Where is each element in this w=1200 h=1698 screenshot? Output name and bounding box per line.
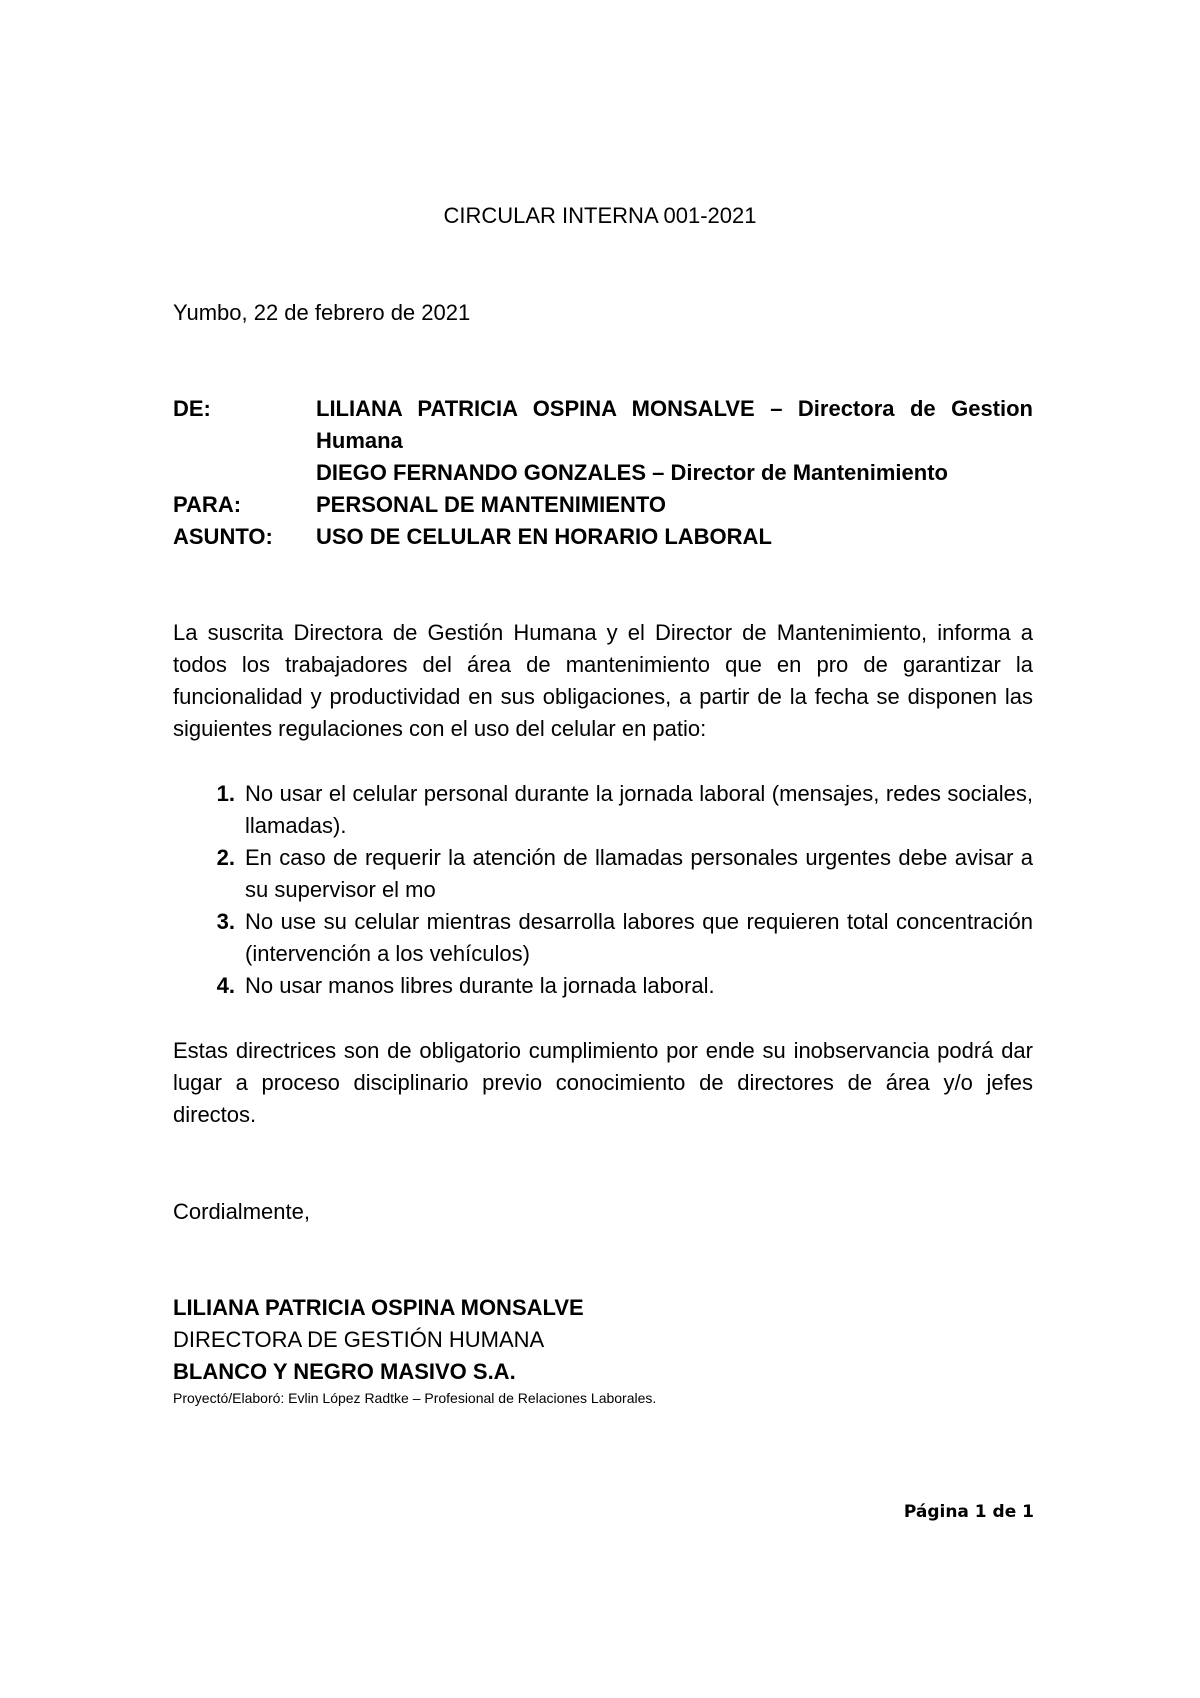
list-item-number: 2.: [216, 845, 235, 870]
from-value-1: LILIANA PATRICIA OSPINA MONSALVE – Directora de Gestion Humana: [316, 396, 1033, 453]
from-label: DE:: [173, 396, 211, 421]
signatory-role: DIRECTORA DE GESTIÓN HUMANA: [173, 1327, 545, 1352]
document-title: CIRCULAR INTERNA 001-2021: [443, 203, 757, 228]
conclusion-paragraph: Estas directrices son de obligatorio cumplimiento por ende su inobservancia podrá dar lugar a proceso disciplinario previo conocimiento de directores de área y/o jefes directos.: [173, 1038, 1033, 1127]
regulations-list: [173, 778, 1033, 1002]
list-item-number: 3.: [216, 909, 235, 934]
list-item: [173, 970, 1033, 1002]
document-date: Yumbo, 22 de febrero de 2021: [173, 300, 471, 325]
from-label-spacer: [173, 457, 316, 489]
list-item-number: 4.: [216, 973, 235, 998]
from-row-2: [173, 457, 1033, 489]
intro-paragraph: La suscrita Directora de Gestión Humana y el Director de Mantenimiento, informa a todos los trabajadores del área de mantenimiento que en pro de garantizar la funcionalidad y productividad en sus obligaciones, a partir de la fecha se disponen las siguientes regulaciones con el uso del celular en patio:: [173, 620, 1033, 741]
from-value-2: DIEGO FERNANDO GONZALES – Director de Mantenimiento: [316, 460, 948, 485]
to-value: PERSONAL DE MANTENIMIENTO: [316, 492, 666, 517]
list-item-text: En caso de requerir la atención de llamadas personales urgentes debe avisar a su supervisor el mo: [245, 845, 1033, 902]
from-row: [173, 393, 1033, 457]
list-item: [173, 906, 1033, 970]
to-row: [173, 489, 1033, 521]
list-item-text: No use su celular mientras desarrolla labores que requieren total concentración (intervención a los vehículos): [245, 909, 1033, 966]
list-item: [173, 842, 1033, 906]
subject-label: ASUNTO:: [173, 524, 273, 549]
list-item-text: No usar el celular personal durante la jornada laboral (mensajes, redes sociales, llamadas).: [245, 781, 1033, 838]
memo-header: [173, 393, 1033, 553]
signature-block: [173, 1292, 656, 1408]
closing-salutation: Cordialmente,: [173, 1199, 310, 1224]
subject-row: [173, 521, 1033, 553]
company-name: BLANCO Y NEGRO MASIVO S.A.: [173, 1359, 516, 1384]
list-item-number: 1.: [216, 781, 235, 806]
page-number: Página 1 de 1: [903, 1502, 1034, 1522]
list-item-text: No usar manos libres durante la jornada laboral.: [245, 973, 715, 998]
prepared-by-note: Proyectó/Elaboró: Evlin López Radtke – Profesional de Relaciones Laborales.: [173, 1390, 657, 1406]
subject-value: USO DE CELULAR EN HORARIO LABORAL: [316, 524, 772, 549]
list-item: [173, 778, 1033, 842]
signatory-name: LILIANA PATRICIA OSPINA MONSALVE: [173, 1295, 584, 1320]
to-label: PARA:: [173, 492, 242, 517]
